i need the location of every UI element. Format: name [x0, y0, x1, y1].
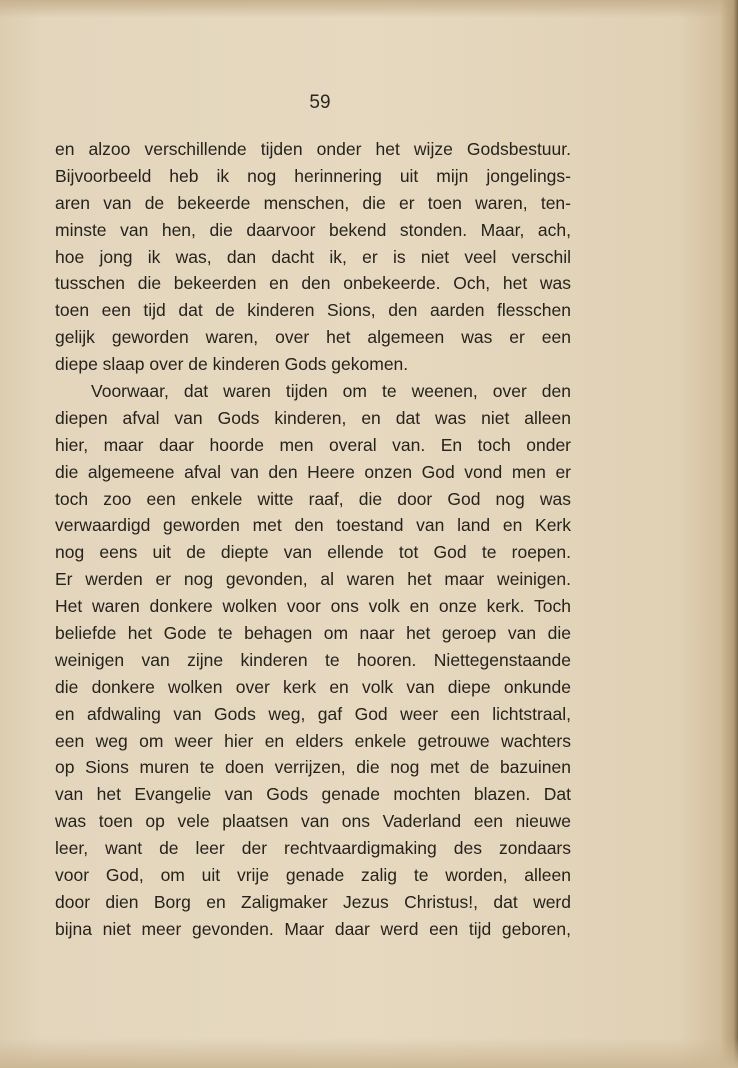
- page-edge-right: [720, 0, 738, 1068]
- text-line: hoe jong ik was, dan dacht ik, er is niet veel verschil: [55, 246, 571, 267]
- text-line: minste van hen, die daarvoor bekend stonden. Maar, ach,: [55, 219, 571, 240]
- body-text: [55, 136, 571, 943]
- text-line: hier, maar daar hoorde men overal van. En toch onder: [55, 434, 571, 455]
- text-line: was toen op vele plaatsen van ons Vaderland een nieuwe: [55, 811, 571, 832]
- text-line: een weg om weer hier en elders enkele getrouwe wachters: [55, 730, 571, 751]
- text-line: diepen afval van Gods kinderen, en dat was niet alleen: [55, 407, 571, 428]
- text-line: toch zoo een enkele witte raaf, die door God nog was: [55, 488, 571, 509]
- page-edge-bottom: [0, 1038, 738, 1068]
- text-line: die algemeene afval van den Heere onzen God vond men er: [55, 461, 571, 482]
- text-line: die donkere wolken over kerk en volk van diepe onkunde: [55, 676, 571, 697]
- text-line: Bijvoorbeeld heb ik nog herinnering uit mijn jongelings-: [55, 165, 571, 186]
- text-line: verwaardigd geworden met den toestand van land en Kerk: [55, 515, 571, 536]
- text-line: en afdwaling van Gods weg, gaf God weer een lichtstraal,: [55, 703, 571, 724]
- text-line: Er werden er nog gevonden, al waren het maar weinigen.: [55, 569, 571, 590]
- text-line: Voorwaar, dat waren tijden om te weenen, over den: [91, 381, 571, 402]
- text-line: bijna niet meer gevonden. Maar daar werd een tijd geboren,: [55, 918, 571, 939]
- text-line: en alzoo verschillende tijden onder het wijze Godsbestuur.: [55, 139, 571, 159]
- text-line: weinigen van zijne kinderen te hooren. Niettegenstaande: [55, 649, 571, 670]
- text-line: nog eens uit de diepte van ellende tot God te roepen.: [55, 542, 571, 563]
- page-edge-top: [0, 0, 738, 18]
- text-line: diepe slaap over de kinderen Gods gekomen.: [55, 354, 409, 375]
- text-line: door dien Borg en Zaligmaker Jezus Christus!, dat werd: [55, 891, 571, 912]
- page-number: 59: [309, 92, 331, 113]
- text-line: Het waren donkere wolken voor ons volk en onze kerk. Toch: [55, 596, 571, 617]
- text-line: tusschen die bekeerden en den onbekeerde. Och, het was: [55, 273, 571, 294]
- text-line: gelijk geworden waren, over het algemeen was er een: [55, 327, 571, 348]
- text-line: van het Evangelie van Gods genade mochten blazen. Dat: [55, 784, 571, 805]
- text-line: aren van de bekeerde menschen, die er toen waren, ten-: [55, 192, 571, 213]
- text-line: toen een tijd dat de kinderen Sions, den aarden flesschen: [55, 300, 571, 321]
- text-line: leer, want de leer der rechtvaardigmaking des zondaars: [55, 838, 571, 859]
- text-line: op Sions muren te doen verrijzen, die nog met de bazuinen: [55, 757, 571, 778]
- text-line: beliefde het Gode te behagen om naar het geroep van die: [55, 623, 571, 644]
- text-line: voor God, om uit vrije genade zalig te worden, alleen: [55, 865, 571, 886]
